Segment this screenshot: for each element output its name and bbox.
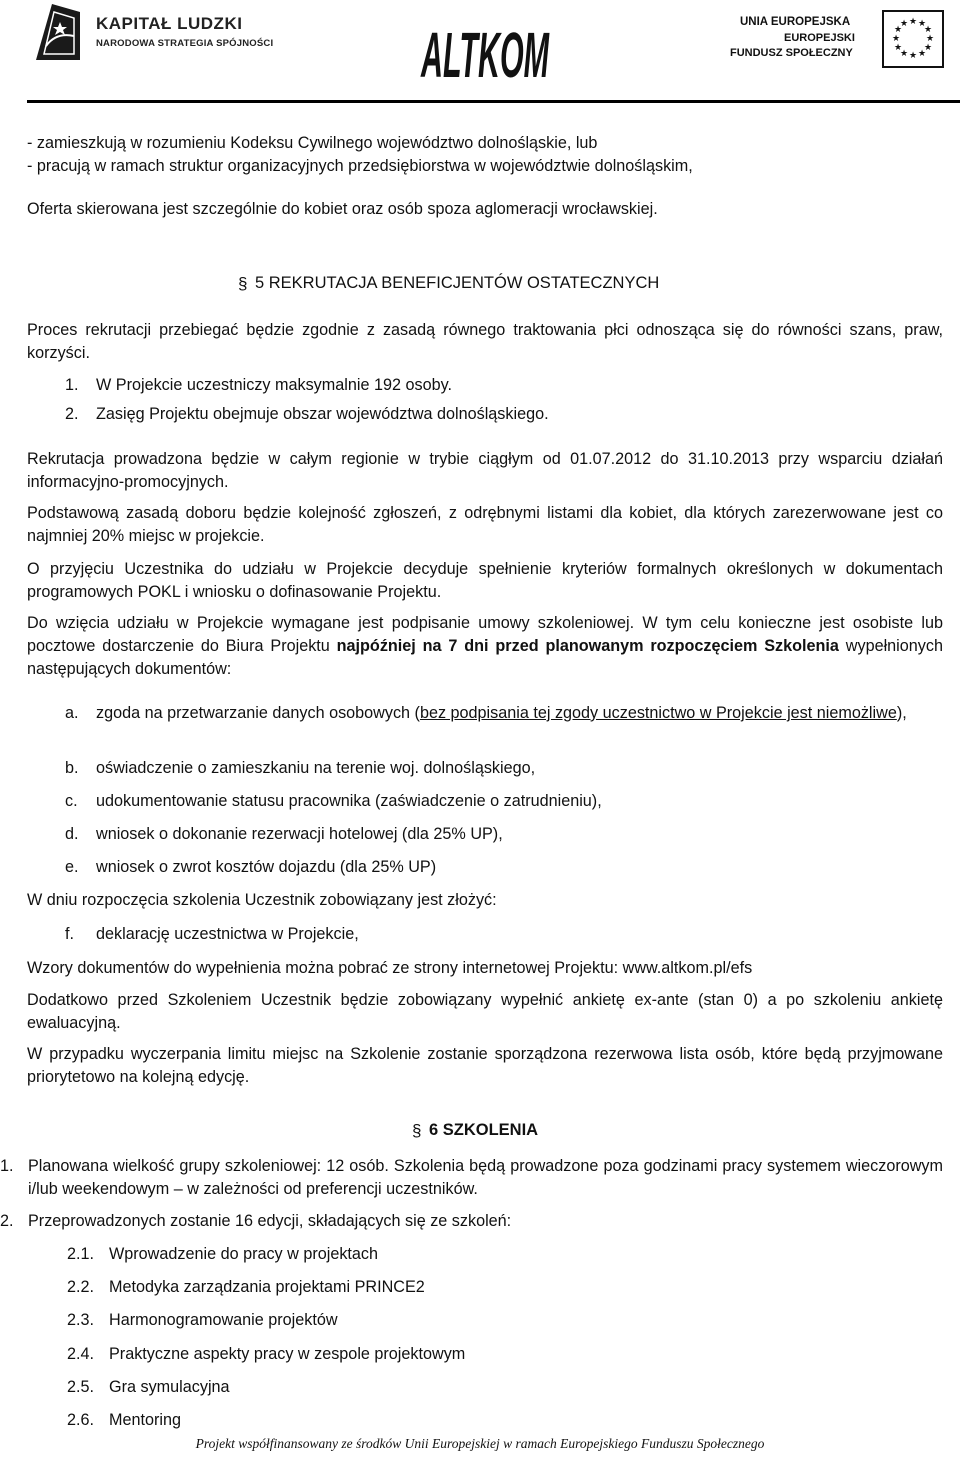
course-num: 2.6. — [67, 1411, 95, 1429]
svg-text:★: ★ — [923, 43, 933, 53]
documents-paragraph: Do wzięcia udziału w Projekcie wymagane jest podpisanie umowy szkoleniowej. W tym celu konieczne jest osobiste lub pocztowe dostarczenie do Biura Projektu najpóźniej na 7 dni przed planowanym rozpoczęciem Szkolenia wypełnionych następujących dokumentów: — [27, 614, 943, 678]
doc-c-text: udokumentowanie statusu pracownika (zaświadczenie o zatrudnieniu), — [96, 792, 602, 810]
course-title: Metodyka zarządzania projektami PRINCE2 — [109, 1278, 425, 1296]
doc-c-letter: c. — [65, 792, 78, 810]
course-title: Praktyczne aspekty pracy w zespole projektowym — [109, 1345, 466, 1363]
admission-paragraph: O przyjęciu Uczestnika do udziału w Projekcie decyduje spełnienie kryteriów formalnych określonych w dokumentach programowych POKL i wniosku o dofinasowanie Projektu. — [27, 560, 943, 601]
header-rule — [27, 100, 960, 103]
recruitment-region-paragraph: Rekrutacja prowadzona będzie w całym regionie w trybie ciągłym od 01.07.2012 do 31.10.2013 przy wsparciu działań informacyjno-promocyjnych. — [27, 450, 943, 491]
deadline-emphasis: najpóźniej na 7 dni przed planowanym rozpoczęciem Szkolenia — [336, 637, 839, 655]
doc-e-letter: e. — [65, 858, 79, 876]
svg-text:★: ★ — [899, 19, 909, 29]
intro-line-2: - pracują w ramach struktur organizacyjnych przedsiębiorstwa w województwie dolnośląskim, — [27, 157, 693, 175]
eu-line2: EUROPEJSKI — [784, 32, 855, 44]
svg-text:★: ★ — [893, 25, 903, 35]
eu-line3: FUNDUSZ SPOŁECZNY — [730, 47, 853, 59]
reserve-list-paragraph: W przypadku wyczerpania limitu miejsc na Szkolenie zostanie sporządzona rezerwowa lista osób, które będą przyjmowane priorytetowo na kolejną edycję. — [27, 1045, 943, 1086]
course-num: 2.2. — [67, 1278, 95, 1296]
training-item-1-text: Planowana wielkość grupy szkoleniowej: 12 osób. Szkolenia będą prowadzone poza godzinami pracy systemem wieczorowym i/lub weekendowym – w zależności od preferencji uczestników. — [28, 1157, 943, 1198]
training-item-2-text: Przeprowadzonych zostanie 16 edycji, składających się ze szkoleń: — [28, 1212, 512, 1230]
course-num: 2.3. — [67, 1311, 95, 1329]
doc-b-text: oświadczenie o zamieszkaniu na terenie woj. dolnośląskiego, — [96, 759, 536, 777]
training-item-2-num: 2. — [0, 1212, 14, 1230]
svg-text:★: ★ — [891, 34, 901, 44]
kl-title: KAPITAŁ LUDZKI — [96, 14, 243, 33]
course-num: 2.1. — [67, 1245, 95, 1263]
course-title: Wprowadzenie do pracy w projektach — [109, 1245, 379, 1263]
doc-e-text: wniosek o zwrot kosztów dojazdu (dla 25% UP) — [96, 858, 437, 876]
altkom-logo — [420, 13, 550, 91]
altkom-wordmark: ALTKOM — [420, 19, 550, 91]
svg-text:★: ★ — [899, 49, 909, 59]
svg-text:★: ★ — [908, 51, 918, 61]
recruitment-paragraph: Proces rekrutacji przebiegać będzie zgodnie z zasadą równego traktowania płci odnosząca się do równości szans, praw, korzyści. — [27, 321, 943, 362]
doc-f-text: deklarację uczestnictwa w Projekcie, — [96, 925, 359, 943]
course-num: 2.4. — [67, 1345, 95, 1363]
eu-flag-icon — [882, 10, 944, 68]
templates-paragraph: Wzory dokumentów do wypełnienia można pobrać ze strony internetowej Projektu: www.altkom.pl/efs — [27, 959, 753, 977]
page-header — [0, 0, 960, 100]
doc-a-text: zgoda na przetwarzanie danych osobowych (bez podpisania tej zgody uczestnictwo w Projekcie jest niemożliwe), — [96, 704, 907, 722]
start-day-paragraph: W dniu rozpoczęcia szkolenia Uczestnik zobowiązany jest złożyć: — [27, 891, 497, 909]
course-title: Gra symulacyjna — [109, 1378, 230, 1396]
kapital-ludzki-logo — [34, 4, 274, 62]
eu-logo — [730, 10, 945, 72]
svg-text:★: ★ — [925, 34, 935, 44]
eu-line1: UNIA EUROPEJSKA — [740, 16, 851, 28]
survey-paragraph: Dodatkowo przed Szkoleniem Uczestnik będzie zobowiązany wypełnić ankietę ex-ante (stan 0) a po szkoleniu ankietę ewaluacyjną. — [27, 991, 943, 1032]
course-title: Harmonogramowanie projektów — [109, 1311, 338, 1329]
intro-line-1: - zamieszkują w rozumieniu Kodeksu Cywilnego województwo dolnośląskie, lub — [27, 134, 598, 152]
svg-text:★: ★ — [923, 25, 933, 35]
page-footer: Projekt współfinansowany ze środków Unii Europejskiej w ramach Europejskiego Funduszu Społecznego — [195, 1436, 765, 1451]
doc-b-letter: b. — [65, 759, 79, 777]
course-num: 2.5. — [67, 1378, 95, 1396]
doc-f-letter: f. — [65, 925, 74, 943]
kapital-ludzki-emblem-icon — [34, 4, 90, 62]
selection-rule-paragraph: Podstawową zasadą doboru będzie kolejność zgłoszeń, z odrębnymi listami dla kobiet, dla których zarezerwowane jest co najmniej 20% miejsc w projekcie. — [27, 504, 943, 545]
doc-d-text: wniosek o dokonanie rezerwacji hotelowej (dla 25% UP), — [96, 825, 503, 843]
numbered-1-text: W Projekcie uczestniczy maksymalnie 192 osoby. — [96, 376, 452, 394]
consent-warning: bez podpisania tej zgody uczestnictwo w Projekcie jest niemożliwe — [419, 704, 897, 722]
doc-a-letter: a. — [65, 704, 79, 722]
kl-subtitle: NARODOWA STRATEGIA SPÓJNOŚCI — [96, 38, 274, 49]
doc-d-letter: d. — [65, 825, 79, 843]
svg-text:★: ★ — [908, 17, 918, 27]
svg-text:★: ★ — [917, 49, 927, 59]
course-title: Mentoring — [109, 1411, 181, 1429]
svg-text:★: ★ — [917, 19, 927, 29]
svg-text:★: ★ — [893, 43, 903, 53]
training-item-1-num: 1. — [0, 1157, 14, 1175]
numbered-1-num: 1. — [65, 376, 79, 394]
numbered-2-num: 2. — [65, 405, 79, 423]
offer-paragraph: Oferta skierowana jest szczególnie do kobiet oraz osób spoza aglomeracji wrocławskiej. — [27, 200, 658, 218]
numbered-2-text: Zasięg Projektu obejmuje obszar województwa dolnośląskiego. — [96, 405, 549, 423]
